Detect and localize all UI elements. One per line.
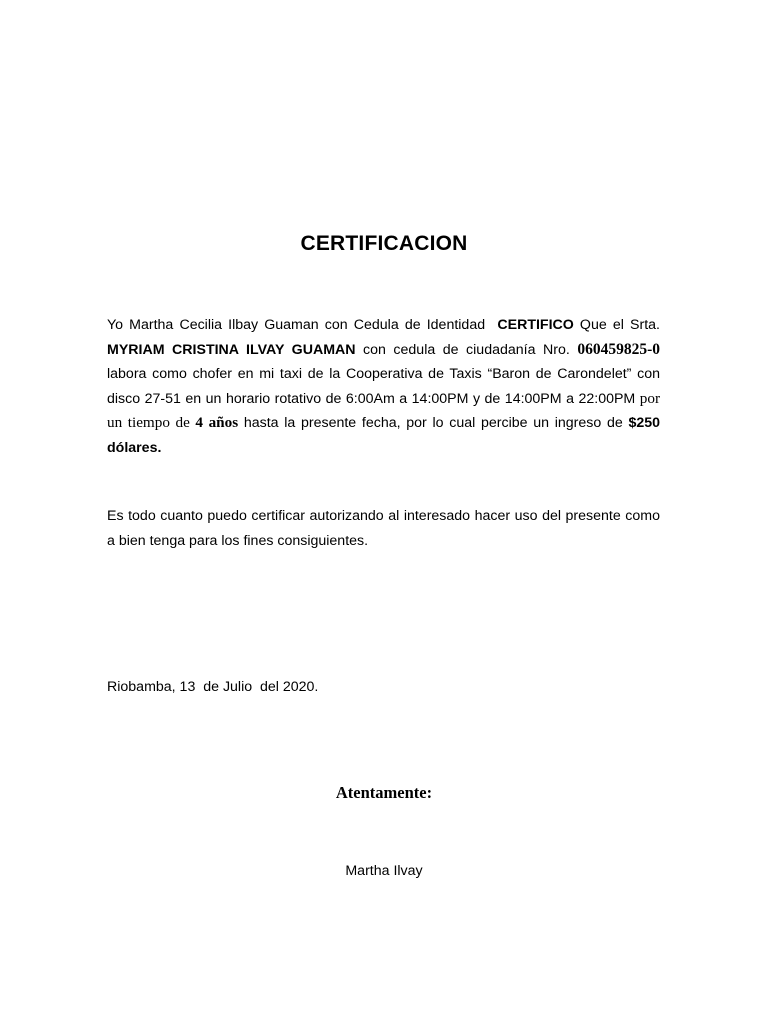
place-date-line: Riobamba, 13 de Julio del 2020. (107, 679, 319, 695)
id-label-text: con cedula de ciudadanía Nro. (355, 341, 578, 358)
id-number: 060459825-0 (577, 340, 660, 358)
duration-prefix-text: por un tiempo de (107, 389, 660, 432)
job-description-text: labora como chofer en mi taxi de la Cooperativa de Taxis “Baron de Carondelet” con disco 27-51 en un horario rotativo de 6:00Am a 14:00PM y de 14:00PM a 22:00PM (107, 366, 660, 407)
document-title: CERTIFICACION (300, 232, 468, 255)
signature-name: Martha Ilvay (345, 863, 423, 879)
intro-text: Yo Martha Cecilia Ilbay Guaman con Cedula de Identidad (107, 317, 486, 333)
income-text: hasta la presente fecha, por lo cual percibe un ingreso de (238, 415, 629, 432)
employee-name: MYRIAM CRISTINA ILVAY GUAMAN (107, 341, 356, 358)
authorization-paragraph: Es todo cuanto puedo certificar autorizando al interesado hacer uso del presente como a bien tenga para los fines consiguientes. (107, 508, 660, 549)
years-value: 4 años (195, 414, 239, 432)
closing-salutation: Atentamente: (335, 783, 433, 802)
intro-text-2: Que el Srta. (573, 317, 660, 333)
income-amount: $250 dólares. (107, 415, 660, 456)
certifico-keyword: CERTIFICO (497, 317, 574, 333)
certification-paragraph (107, 313, 660, 461)
